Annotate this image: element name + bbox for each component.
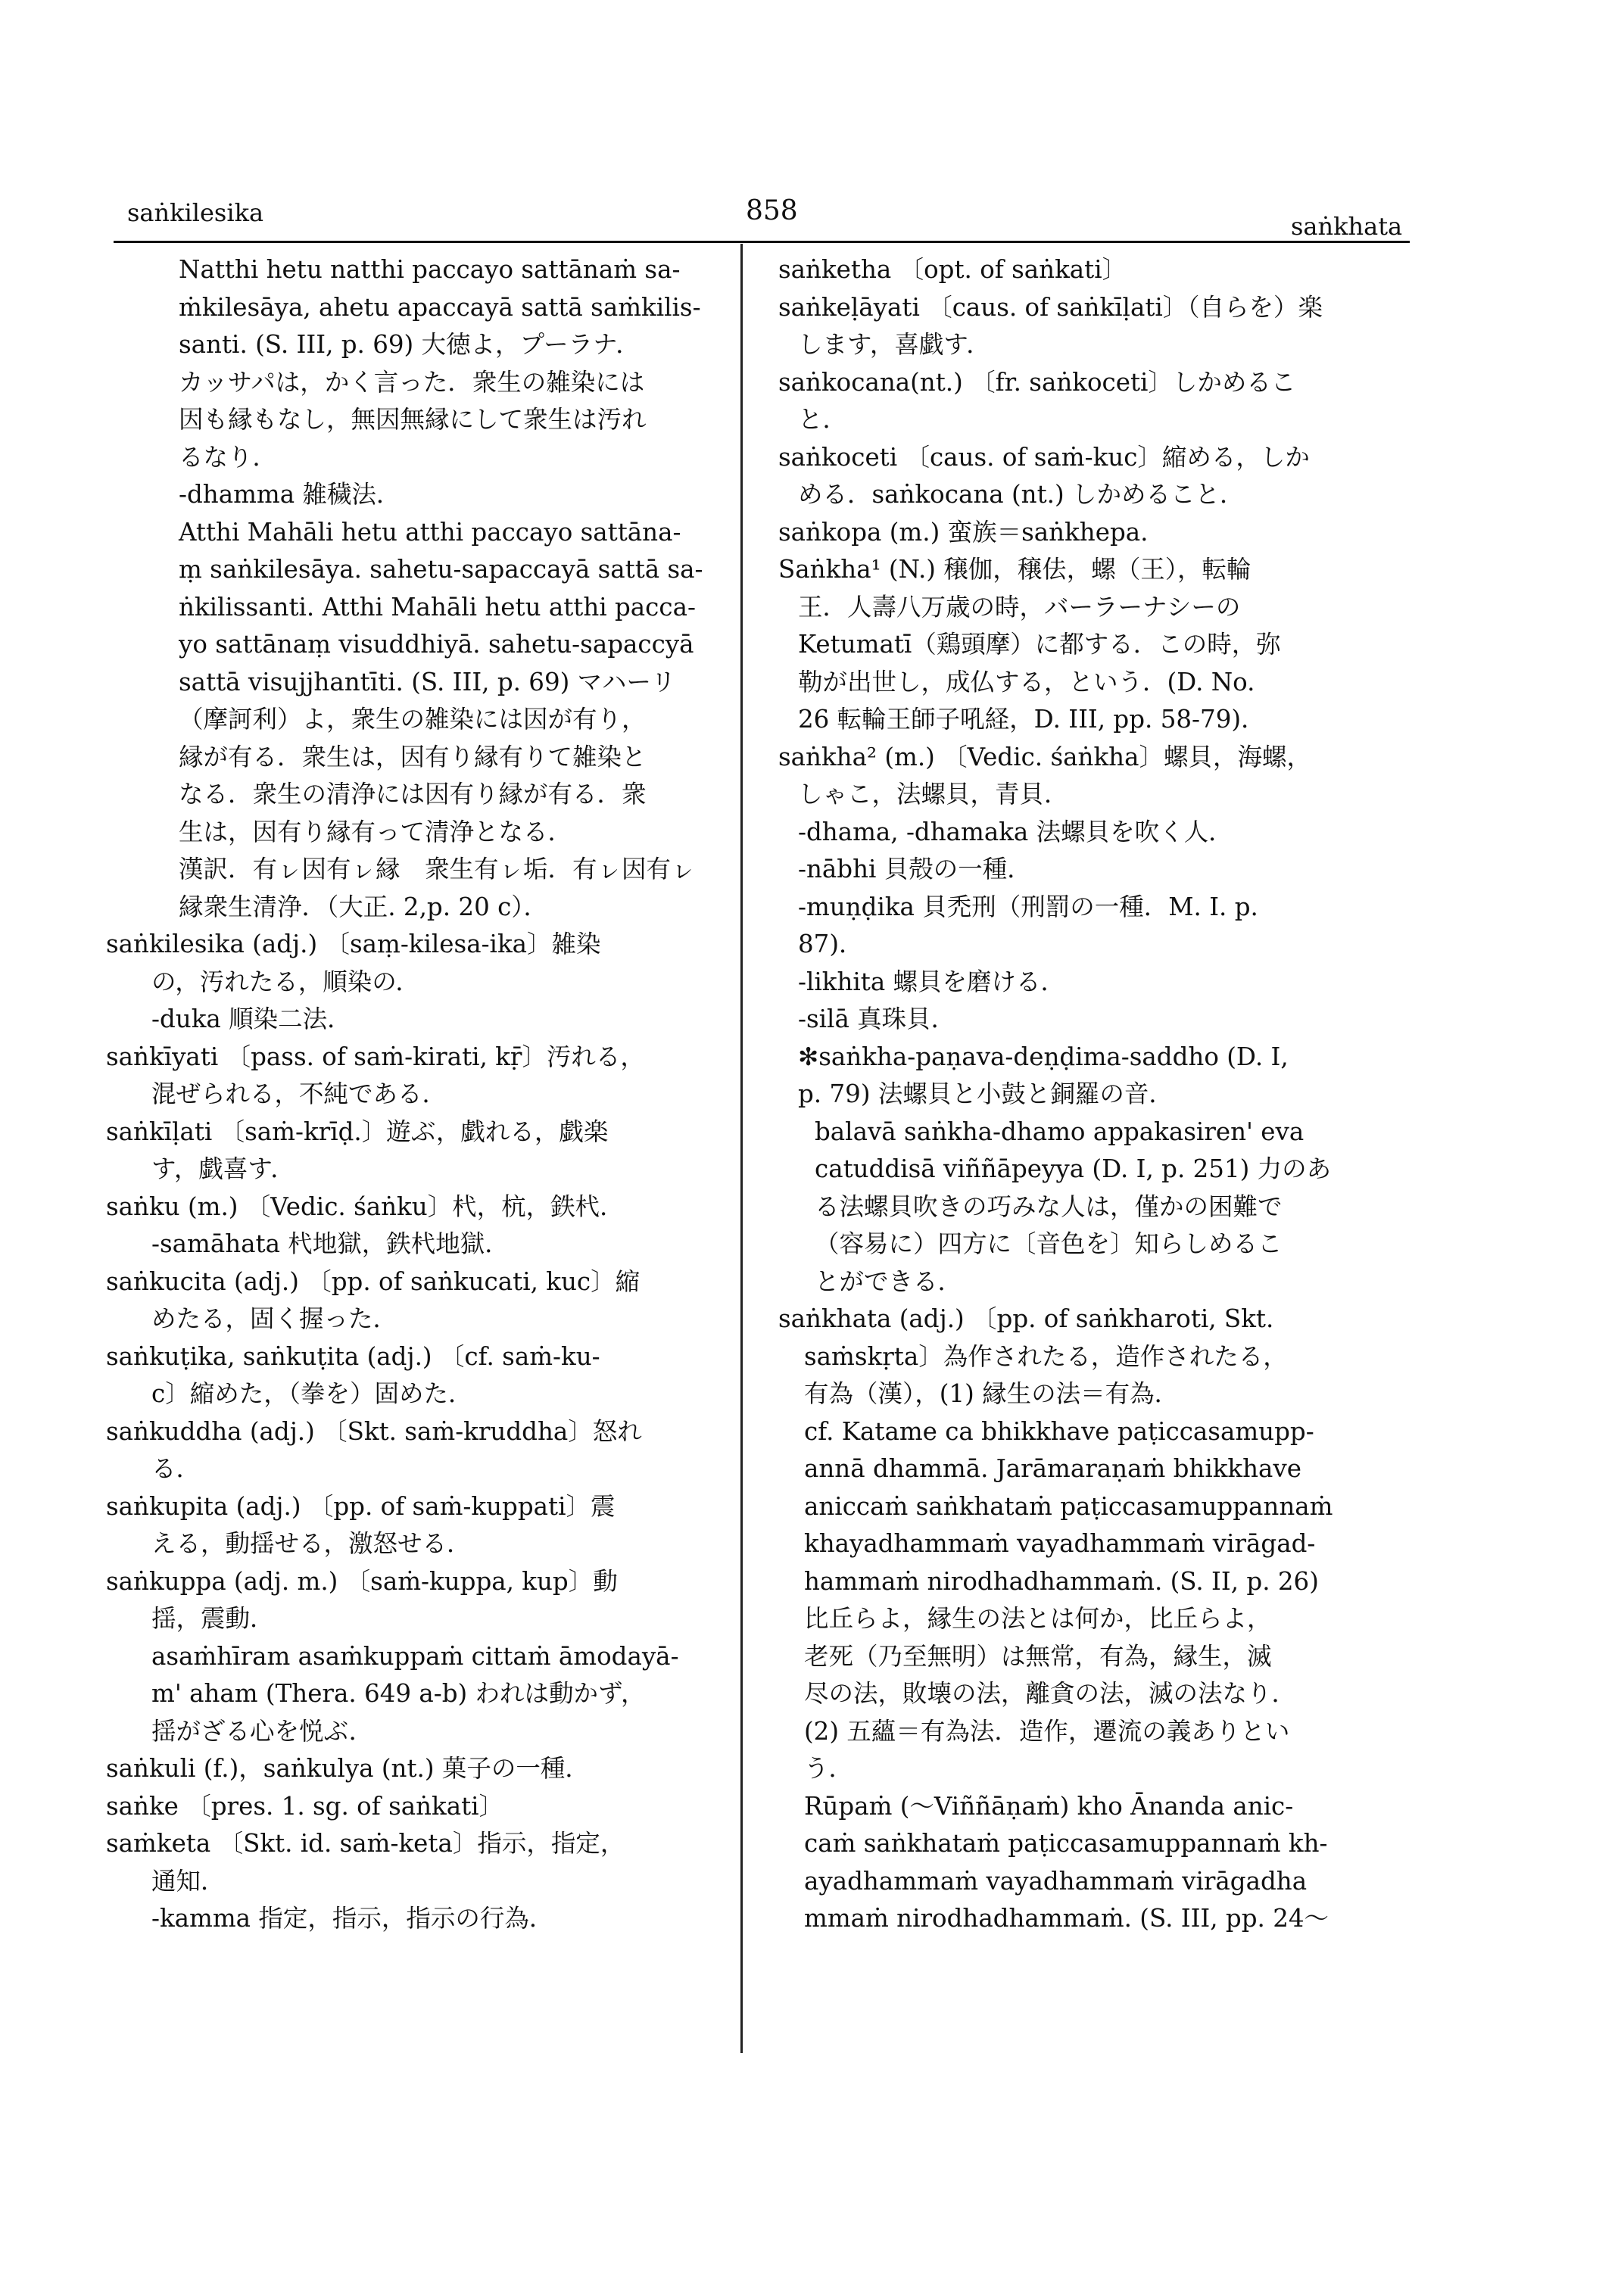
dictionary-line: saṅkuppa (adj. m.) 〔saṁ-kuppa, kup〕動 — [106, 1566, 618, 1596]
dictionary-line: 縁衆生清浄．（大正. 2,p. 20 c）． — [179, 892, 549, 921]
dictionary-line: る法螺貝吹きの巧みな人は，僅かの困難で — [815, 1192, 1283, 1221]
dictionary-line: 老死（乃至無明）は無常，有為，縁生，滅 — [804, 1641, 1272, 1671]
dictionary-line: saṅkuṭika, saṅkuṭita (adj.) 〔cf. saṁ-ku- — [106, 1341, 600, 1371]
dictionary-line: saṅkeḷāyati 〔caus. of saṅkīḷati〕（自らを）楽 — [778, 292, 1323, 322]
dictionary-line: balavā saṅkha-dhamo appakasiren' eva — [815, 1117, 1304, 1146]
dictionary-line: -nābhi 貝殻の一種． — [798, 855, 1032, 883]
dictionary-line: 生は，因有り縁有って清浄となる． — [179, 817, 573, 846]
dictionary-line: ṁkilesāya, ahetu apaccayā sattā saṁkilis- — [179, 292, 701, 322]
dictionary-line: yo sattānaṃ visuddhiyā. sahetu-sapaccyā — [179, 630, 694, 659]
dictionary-line: -muṇḍika 貝禿刑（刑罰の一種．M. I. p. — [798, 892, 1258, 921]
dictionary-line: -duka 順染二法． — [151, 1005, 352, 1033]
dictionary-line: る． — [151, 1454, 201, 1483]
dictionary-line: 混ぜられる，不純である． — [151, 1080, 447, 1108]
dictionary-line: catuddisā viññāpeyya (D. I, p. 251) 力のあ — [815, 1154, 1332, 1183]
dictionary-line: Saṅkha¹ (N.) 穣伽，穣佉，螺（王），転輪 — [778, 555, 1252, 584]
dictionary-line: （容易に）四方に〔音色を〕知らしめるこ — [815, 1229, 1283, 1258]
dictionary-line: 因も縁もなし，無因無縁にして衆生は汚れ — [179, 405, 647, 434]
dictionary-line: るなり． — [179, 442, 278, 472]
dictionary-line: -kamma 指定，指示，指示の行為． — [151, 1904, 554, 1933]
dictionary-line: cf. Katame ca bhikkhave paṭiccasamupp- — [804, 1416, 1314, 1446]
dictionary-line: sattā visujjhantīti. (S. III, p. 69) マハーリ — [179, 667, 676, 696]
dictionary-line: saṅke 〔pres. 1. sg. of saṅkati〕 — [106, 1791, 504, 1821]
dictionary-line: ṃ saṅkilesāya. sahetu-sapaccayā sattā sa- — [179, 555, 703, 584]
dictionary-line: hammaṁ nirodhadhammaṁ. (S. II, p. 26) — [804, 1566, 1319, 1596]
dictionary-line: saṅkucita (adj.) 〔pp. of saṅkucati, kuc〕縮 — [106, 1266, 641, 1296]
dictionary-line: 漢訳．有ㇾ因有ㇾ縁 衆生有ㇾ垢．有ㇾ因有ㇾ — [179, 855, 696, 883]
dictionary-line: 比丘らよ，縁生の法とは何か，比丘らよ， — [804, 1604, 1272, 1633]
dictionary-line: aniccaṁ saṅkhataṁ paṭiccasamuppannaṁ — [804, 1491, 1333, 1521]
dictionary-line: saṅkhata (adj.) 〔pp. of saṅkharoti, Skt. — [778, 1304, 1274, 1333]
dictionary-line: saṅkoceti 〔caus. of saṁ-kuc〕縮める，しか — [778, 442, 1310, 472]
dictionary-line: の，汚れたる，順染の． — [151, 967, 420, 996]
dictionary-line: -samāhata 杙地獄，鉄杙地獄． — [151, 1229, 510, 1258]
dictionary-line: 揺，震動． — [151, 1604, 275, 1633]
dictionary-line: saṅkupita (adj.) 〔pp. of saṁ-kuppati〕震 — [106, 1491, 616, 1521]
dictionary-line: 縁が有る．衆生は，因有り縁有りて雑染と — [179, 742, 647, 771]
dictionary-line: Natthi hetu natthi paccayo sattānaṁ sa- — [179, 255, 681, 284]
dictionary-line: します，喜戯す． — [798, 330, 991, 359]
dictionary-line: saṁskṛta〕為作されたる，造作されたる， — [804, 1341, 1288, 1371]
dictionary-line: saṅkīyati 〔pass. of saṁ-kirati, kṝ〕汚れる， — [106, 1042, 645, 1071]
dictionary-line: える，動揺せる，激怒せる． — [151, 1529, 472, 1558]
dictionary-line: ṅkilissanti. Atthi Mahāli hetu atthi pacca- — [179, 592, 696, 622]
dictionary-line: 王．人壽八万歳の時，バーラーナシーの — [798, 592, 1241, 622]
right-column — [778, 251, 1410, 1938]
dictionary-line: 通知． — [151, 1866, 226, 1896]
dictionary-line: saṅkopa (m.) 蛮族＝saṅkhepa. — [778, 517, 1149, 547]
dictionary-line: 勒が出世し，成仏する，という．(D. No. — [798, 667, 1255, 696]
dictionary-line: -dhama, -dhamaka 法螺貝を吹く人． — [798, 817, 1233, 846]
dictionary-line: なる．衆生の清浄には因有り縁が有る．衆 — [179, 780, 647, 808]
dictionary-line: saṅkha² (m.) 〔Vedic. śaṅkha〕螺貝，海螺， — [778, 742, 1311, 771]
dictionary-line: カッサパは，かく言った．衆生の雑染には — [179, 367, 645, 397]
dictionary-line: 有為（漢），(1) 縁生の法＝有為． — [804, 1379, 1180, 1408]
dictionary-line: santi. (S. III, p. 69) 大徳よ，プーラナ． — [179, 330, 641, 359]
dictionary-line: しゃこ，法螺貝，青貝． — [798, 780, 1069, 808]
dictionary-line: saṁketa 〔Skt. id. saṁ-keta〕指示，指定， — [106, 1829, 625, 1858]
dictionary-line: める．saṅkocana (nt.) しかめること． — [798, 480, 1245, 509]
dictionary-line: mmaṁ nirodhadhammaṁ. (S. III, pp. 24～ — [804, 1904, 1329, 1933]
dictionary-line: 尽の法，敗壊の法，離貪の法，滅の法なり． — [804, 1679, 1297, 1708]
dictionary-line: う． — [804, 1754, 854, 1783]
dictionary-line: saṅkocana(nt.) 〔fr. saṅkoceti〕しかめるこ — [778, 367, 1296, 397]
dictionary-line: caṁ saṅkhataṁ paṭiccasamuppannaṁ kh- — [804, 1829, 1328, 1858]
dictionary-line: -likhita 螺貝を磨ける． — [798, 967, 1066, 996]
running-head-left: saṅkilesika — [127, 198, 264, 227]
dictionary-line: asaṁhīram asaṁkuppaṁ cittaṁ āmodayā- — [151, 1641, 679, 1671]
running-head-right: saṅkhata — [1291, 212, 1403, 241]
dictionary-line: saṅketha 〔opt. of saṅkati〕 — [778, 255, 1127, 284]
dictionary-line: とができる． — [815, 1266, 963, 1296]
dictionary-line: khayadhammaṁ vayadhammaṁ virāgad- — [804, 1529, 1316, 1558]
dictionary-line: saṅkilesika (adj.) 〔saṃ-kilesa-ika〕雑染 — [106, 930, 601, 958]
dictionary-line: Atthi Mahāli hetu atthi paccayo sattāna- — [179, 517, 681, 547]
dictionary-line: m' aham (Thera. 649 a-b) われは動かず， — [151, 1679, 646, 1708]
dictionary-line: 87)． — [798, 930, 864, 958]
dictionary-line: めたる，固く握った． — [151, 1304, 398, 1333]
dictionary-line: Ketumatī（鶏頭摩）に都する．この時，弥 — [798, 630, 1281, 659]
column-divider — [740, 244, 743, 2053]
dictionary-line: saṅkuli (f.)，saṅkulya (nt.) 菓子の一種． — [106, 1754, 590, 1783]
dictionary-line: (2) 五蘊＝有為法．造作，遷流の義ありとい — [804, 1716, 1290, 1746]
dictionary-line: 揺がざる心を悦ぶ． — [151, 1716, 374, 1746]
dictionary-line: Rūpaṁ (～Viññāṇaṁ) kho Ānanda anic- — [804, 1791, 1294, 1821]
dictionary-line: saṅku (m.) 〔Vedic. śaṅku〕杙，杭，鉄杙． — [106, 1192, 625, 1221]
dictionary-line: す，戯喜す． — [151, 1154, 295, 1183]
dictionary-line: と． — [798, 405, 848, 434]
dictionary-line: 26 転輪王師子吼経，D. III, pp. 58-79)． — [798, 705, 1266, 734]
left-column — [106, 251, 734, 1938]
dictionary-line: -dhamma 雑穢法． — [179, 480, 401, 509]
dictionary-line: saṅkīḷati 〔saṁ-krīḍ.〕遊ぶ，戯れる，戯楽 — [106, 1117, 609, 1146]
dictionary-line: ayadhammaṁ vayadhammaṁ virāgadha — [804, 1866, 1308, 1896]
page-number: 858 — [746, 195, 798, 226]
dictionary-line: saṅkuddha (adj.) 〔Skt. saṁ-kruddha〕怒れ — [106, 1416, 642, 1446]
header-rule — [114, 241, 1410, 243]
dictionary-line: ✻saṅkha-paṇava-deṇḍima-saddho (D. I, — [798, 1042, 1289, 1071]
dictionary-line: c〕縮めた，（拳を）固めた． — [151, 1379, 473, 1408]
page-header — [0, 182, 1624, 242]
dictionary-line: annā dhammā. Jarāmaraṇaṁ bhikkhave — [804, 1454, 1302, 1483]
dictionary-line: p. 79) 法螺貝と小鼓と銅羅の音． — [798, 1080, 1174, 1108]
dictionary-line: -silā 真珠貝． — [798, 1005, 956, 1033]
dictionary-line: （摩訶利）よ，衆生の雑染には因が有り， — [179, 705, 647, 734]
